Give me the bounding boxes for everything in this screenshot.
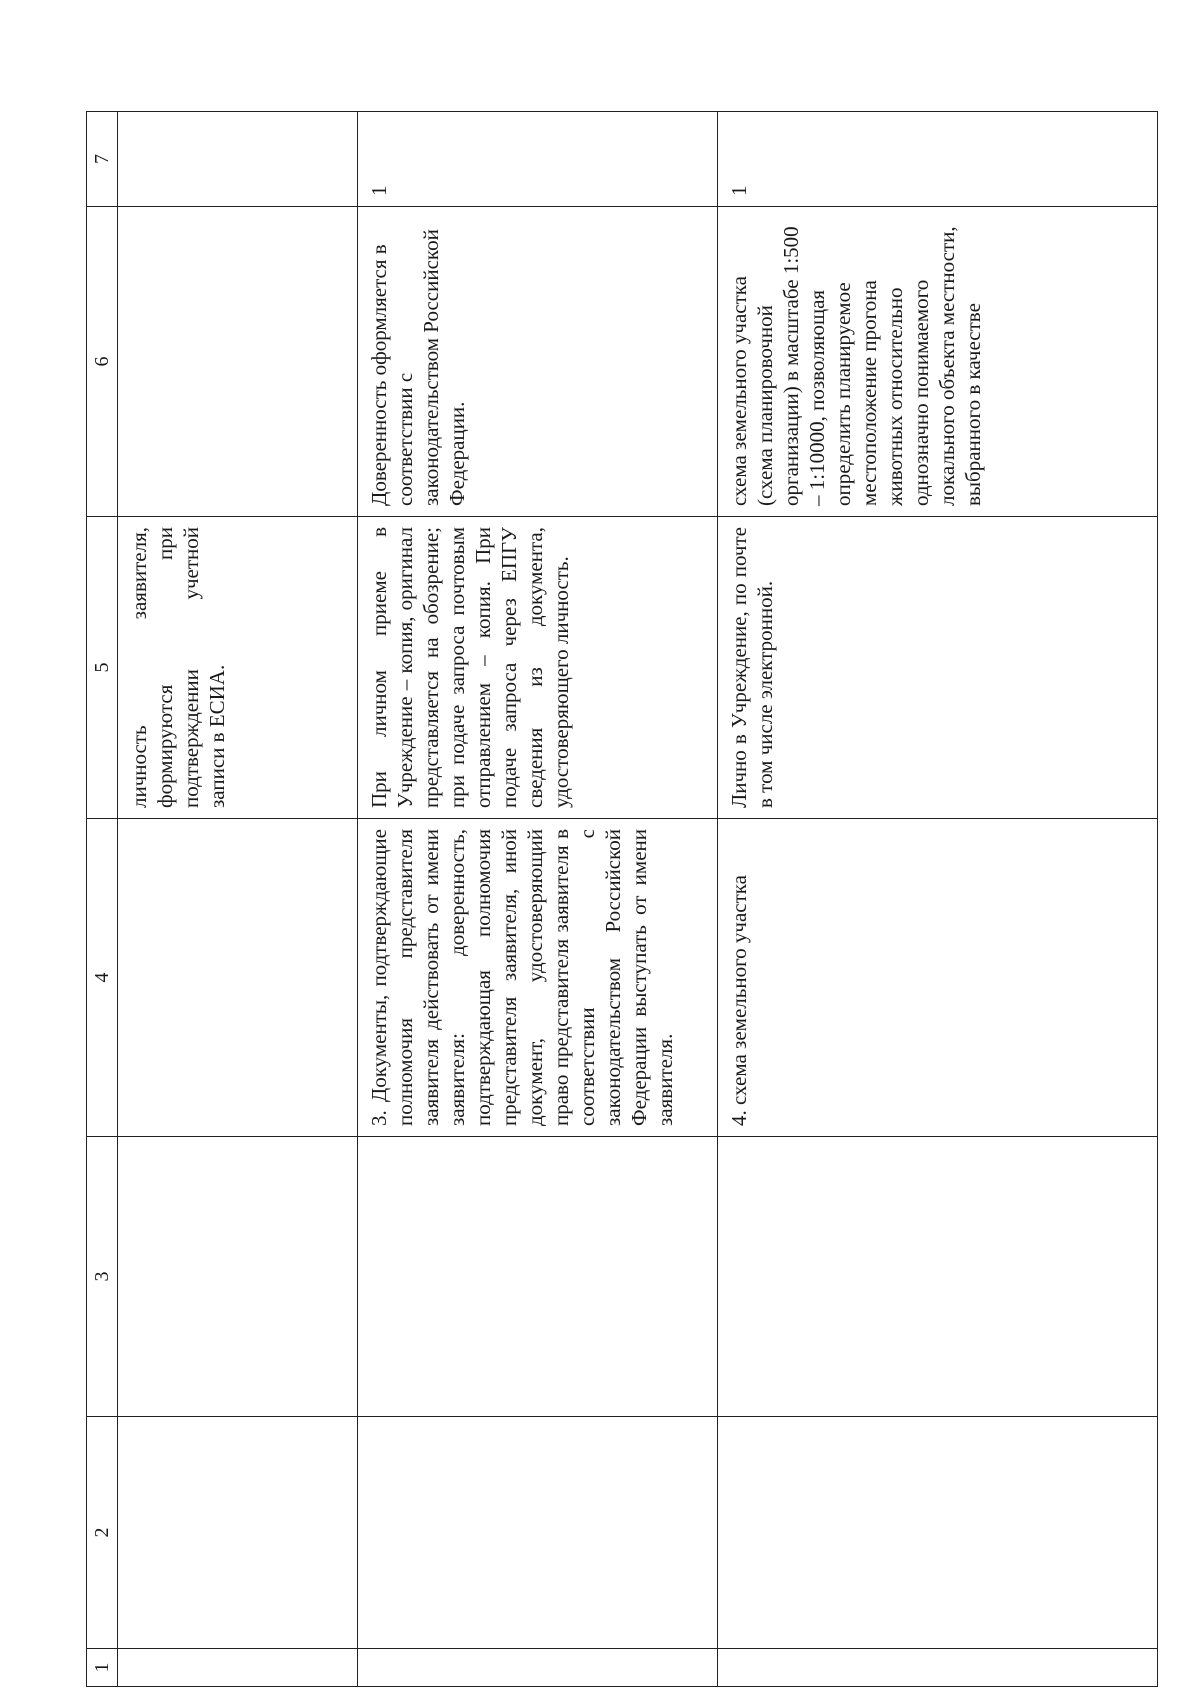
column-header-3: 3: [87, 1137, 118, 1417]
cell-count: 1: [718, 112, 1158, 207]
cell-count: 1: [358, 112, 718, 207]
column-header-6: 6: [87, 207, 118, 517]
document-table: [86, 111, 1158, 1687]
cell: [718, 1417, 1158, 1649]
table-row: [718, 112, 1158, 1687]
cell: [718, 1137, 1158, 1417]
column-header-2: 2: [87, 1417, 118, 1649]
cell: [118, 112, 358, 207]
cell-identity-note: личность заявителя, формируются при подтверждении учетной записи в ЕСИА.: [118, 517, 358, 819]
rotated-page: [86, 112, 1146, 1687]
cell: [118, 1137, 358, 1417]
cell-submission-method: При личном приеме в Учреждение – копия, оригинал представляется на обозрение; при подаче запроса почтовым отправлением – копия. При подаче запроса через ЕПГУ сведения из документа, удостоверяющего личность.: [358, 517, 718, 819]
cell: [118, 1417, 358, 1649]
cell-land-plot-scheme: 4. схема земельного участка: [718, 819, 1158, 1137]
column-header-7: 7: [87, 112, 118, 207]
cell: [718, 1649, 1158, 1687]
table-row: [358, 112, 718, 1687]
cell: [358, 1417, 718, 1649]
column-header-1: 1: [87, 1649, 118, 1687]
table-row: [118, 112, 358, 1687]
cell: [118, 1649, 358, 1687]
cell: [118, 207, 358, 517]
cell-representative-documents: 3. Документы, подтверждающие полномочия представителя заявителя действовать от имени заявителя: доверенность, подтверждающая полномочия представителя заявителя, иной документ, удостоверяющий право представителя заявителя в соответствии с законодательством Российской Федерации выступать от имени заявителя.: [358, 819, 718, 1137]
cell: [358, 1649, 718, 1687]
cell-scheme-description: схема земельного участка (схема планировочной организации) в масштабе 1:500 – 1:10000, позволяющая определить планируемое местоположение прогона животных относительно однозначно понимаемого локального объекта местности, выбранного в качестве: [718, 207, 1158, 517]
cell-power-of-attorney: Доверенность оформляется в соответствии с законодательством Российской Федерации.: [358, 207, 718, 517]
header-row: [87, 112, 118, 1687]
cell: [358, 1137, 718, 1417]
column-header-5: 5: [87, 517, 118, 819]
cell-delivery-method: Лично в Учреждение, по почте в том числе электронной.: [718, 517, 1158, 819]
column-header-4: 4: [87, 819, 118, 1137]
cell: [118, 819, 358, 1137]
